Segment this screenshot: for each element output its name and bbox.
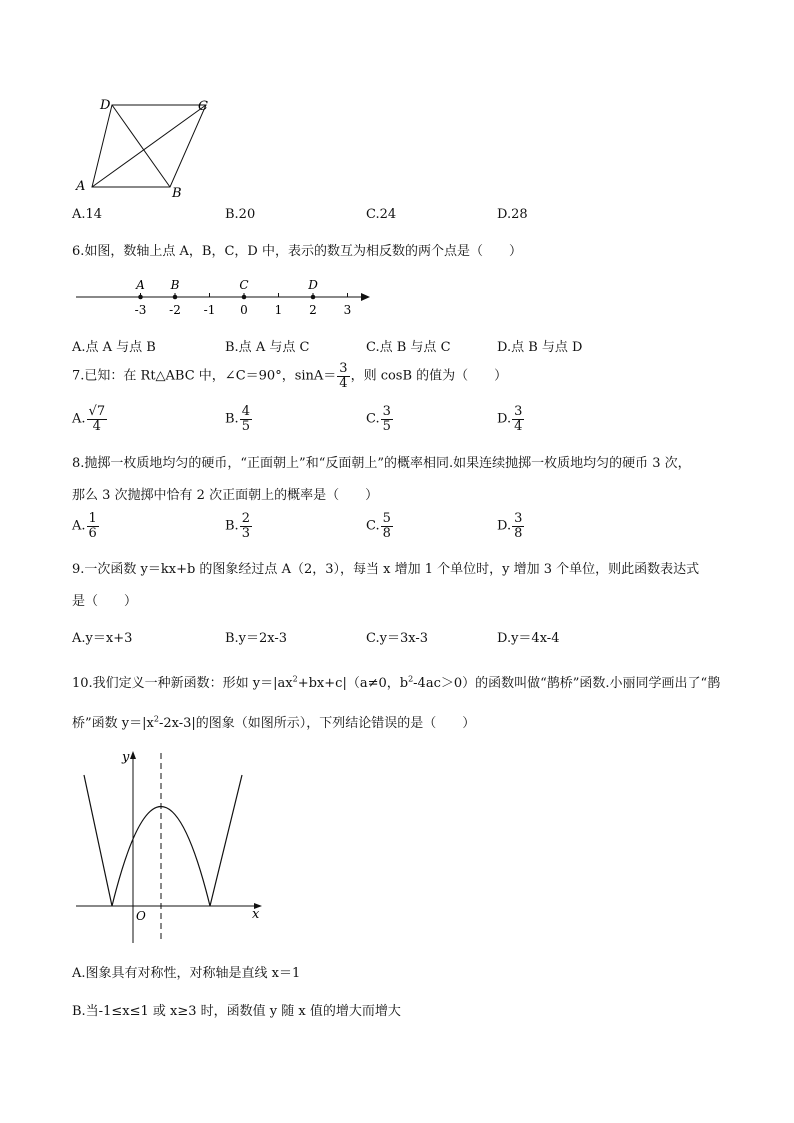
q9-option-d: D.y＝4x-4 (497, 631, 560, 646)
vertex-label-a: A (76, 179, 86, 194)
point-b-label: B (170, 278, 180, 292)
rhombus-figure (70, 95, 220, 200)
q9-option-c: C.y＝3x-3 (366, 631, 428, 646)
q8-option-b: B. $\frac{2}{3}$ (225, 511, 250, 541)
q8-option-d: D. $\frac{3}{8}$ (497, 511, 523, 541)
q8-option-a: A. $\frac{1}{6}$ (72, 511, 97, 541)
tick-label: 2 (309, 303, 317, 317)
q7-stem (72, 362, 507, 390)
q10-option-b: B.当-1≤x≤1 或 x≥3 时，函数值 y 随 x 值的增大而增大 (72, 1004, 401, 1019)
q6-stem: 6.如图，数轴上点 A，B，C，D 中，表示的数互为相反数的两个点是（ ） (72, 244, 522, 259)
number-line-figure (70, 272, 380, 322)
q7-option-b: B. $\frac{4}{5}$ (225, 404, 250, 434)
point-d-label: D (308, 278, 318, 292)
point-a-dot (138, 295, 143, 300)
tick-label: 1 (274, 303, 283, 317)
vertex-label-d: D (100, 98, 111, 113)
q7-option-a: A. $\frac{√7}{4}$ (72, 404, 106, 434)
q6-option-d: D.点 B 与点 D (497, 340, 583, 355)
q7-stem-text: 7.已知：在 Rt△ABC 中，∠C＝90°，sinA＝ (72, 368, 337, 384)
q7-option-d: D. $\frac{3}{4}$ (497, 404, 523, 434)
q7-option-c: C. $\frac{3}{5}$ (366, 404, 391, 434)
q6-option-a: A.点 A 与点 B (72, 340, 156, 355)
tick-label: -2 (169, 303, 181, 317)
tick-label: 0 (240, 303, 248, 317)
tick-label: -3 (134, 303, 147, 317)
q6-option-c: C.点 B 与点 C (366, 340, 451, 355)
q5-option-b: B.20 (225, 207, 256, 222)
graph-x-label: x (252, 907, 260, 922)
q5-option-d: D.28 (497, 207, 528, 222)
q5-option-a: A.14 (72, 207, 103, 222)
q7-stem-text-end: ，则 cosB 的值为（ ） (350, 368, 508, 384)
function-graph-figure (72, 745, 272, 950)
q9-stem-line2: 是（ ） (72, 594, 138, 609)
q9-option-b: B.y＝2x-3 (225, 631, 288, 646)
point-a-label: A (136, 278, 145, 292)
q9-stem-line1: 9.一次函数 y＝kx+b 的图象经过点 A（2，3），每当 x 增加 1 个单位时，y 增加 3 个单位，则此函数表达式 (72, 562, 700, 577)
tick-label: -1 (203, 303, 216, 317)
vertex-label-b: B (172, 186, 182, 200)
graph-origin-label: O (136, 909, 146, 923)
q9-option-a: A.y＝x+3 (72, 631, 133, 646)
q10-option-a: A.图象具有对称性，对称轴是直线 x＝1 (72, 966, 301, 981)
q6-option-b: B.点 A 与点 C (225, 340, 310, 355)
point-d-dot (311, 295, 316, 300)
vertex-label-c: C (198, 99, 208, 114)
q8-stem-line1: 8.抛掷一枚质地均匀的硬币，“正面朝上”和“反面朝上”的概率相同.如果连续抛掷一枚质地均匀的硬币 3 次， (72, 456, 691, 471)
q5-option-c: C.24 (366, 207, 397, 222)
q7-stem-fraction: $\frac{3}{4}$ (339, 361, 348, 391)
tick-label: 3 (343, 303, 352, 317)
q8-stem-line2: 那么 3 次抛掷中恰有 2 次正面朝上的概率是（ ） (72, 488, 379, 503)
point-c-label: C (239, 278, 249, 292)
q10-stem-line2: 桥”函数 $y=|x^2-2x-3|$的图象（如图所示），下列结论错误的是（ ） (72, 714, 476, 731)
q10-stem-line1: 10.我们定义一种新函数：形如 $y=|ax^2+bx+c|(a\ne 0$，$b^2-4ac>0$）的函数叫做“鹊桥”函数.小丽同学画出了“鹊 (72, 674, 721, 691)
q8-option-c: C. $\frac{5}{8}$ (366, 511, 391, 541)
point-b-dot (173, 295, 178, 300)
point-c-dot (242, 295, 247, 300)
graph-y-label: y (122, 750, 130, 765)
